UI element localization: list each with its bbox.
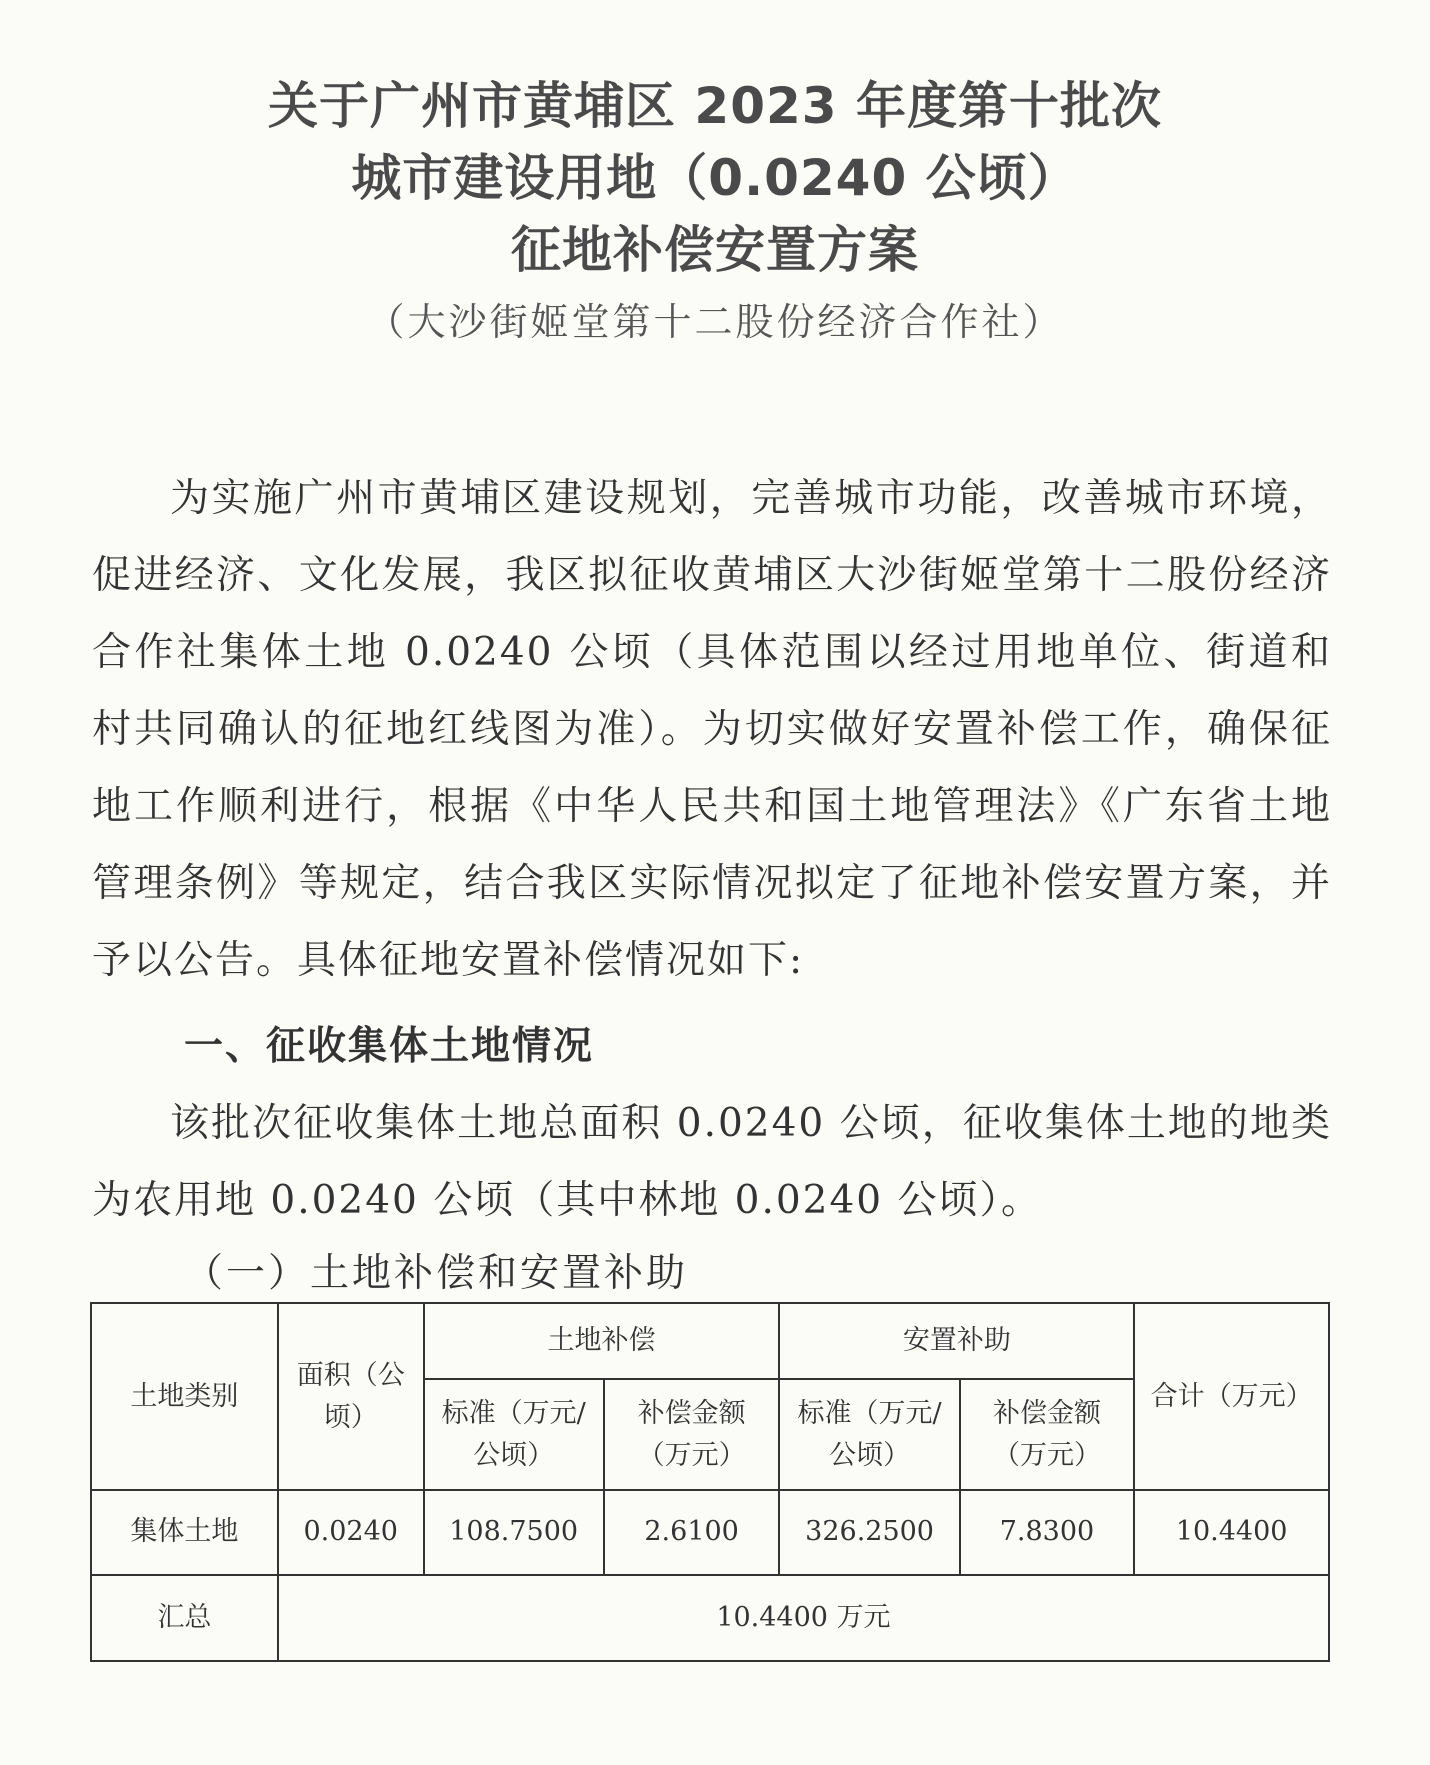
section1-paragraph: 该批次征收集体土地总面积 0.0240 公顷，征收集体土地的地类为农用地 0.0240 公顷（其中林地 0.0240 公顷）。: [92, 1101, 1332, 1223]
table-row: [91, 1490, 1329, 1574]
intro-paragraph: 为实施广州市黄埔区建设规划，完善城市功能，改善城市环境，促进经济、文化发展，我区拟征收黄埔区大沙街姬堂第十二股份经济合作社集体土地 0.0240 公顷（具体范围以经过用地单位、街道和村共同确认的征地红线图为准）。为切实做好安置补偿工作，确保征地工作顺利进行，根据《中华人民共和国土地管理法》《广东省土地管理条例》等规定，结合我区实际情况拟定了征地补偿安置方案，并予以公告。具体征地安置补偿情况如下:: [92, 476, 1332, 983]
document-subtitle: （大沙街姬堂第十二股份经济合作社）: [366, 300, 1064, 344]
header-land-compensation: 土地补偿: [424, 1303, 780, 1379]
title-line-1: 关于广州市黄埔区 2023 年度第十批次: [268, 77, 1162, 135]
section1-section: [92, 1085, 1332, 1239]
header-resettle-amount: 补偿金额（万元）: [960, 1379, 1135, 1490]
title-line-2: 城市建设用地（0.0240 公顷）: [351, 149, 1079, 207]
header-land-amount: 补偿金额（万元）: [604, 1379, 780, 1490]
header-land-standard: 标准（万元/公顷）: [424, 1379, 604, 1490]
title-line-3: 征地补偿安置方案: [511, 221, 919, 279]
document-title: [0, 70, 1430, 352]
header-resettlement-subsidy: 安置补助: [779, 1303, 1134, 1379]
cell-land-type: 集体土地: [91, 1490, 278, 1574]
summary-row: [91, 1575, 1329, 1662]
section1-heading: 一、征收集体土地情况: [184, 1024, 595, 1069]
cell-land-amount: 2.6100: [604, 1490, 780, 1574]
header-total: 合计（万元）: [1134, 1303, 1329, 1490]
cell-land-standard: 108.7500: [424, 1490, 604, 1574]
summary-value: 10.4400 万元: [278, 1575, 1329, 1662]
summary-label: 汇总: [91, 1575, 278, 1662]
intro-section: [92, 460, 1332, 999]
cell-area: 0.0240: [278, 1490, 424, 1574]
header-resettle-standard: 标准（万元/公顷）: [779, 1379, 959, 1490]
subsection1-heading: （一）土地补偿和安置补助: [184, 1251, 689, 1296]
compensation-table: [90, 1302, 1330, 1662]
header-land-type: 土地类别: [91, 1303, 278, 1490]
header-area: 面积（公顷）: [278, 1303, 424, 1490]
cell-resettle-amount: 7.8300: [960, 1490, 1135, 1574]
cell-resettle-standard: 326.2500: [779, 1490, 959, 1574]
cell-total: 10.4400: [1134, 1490, 1329, 1574]
